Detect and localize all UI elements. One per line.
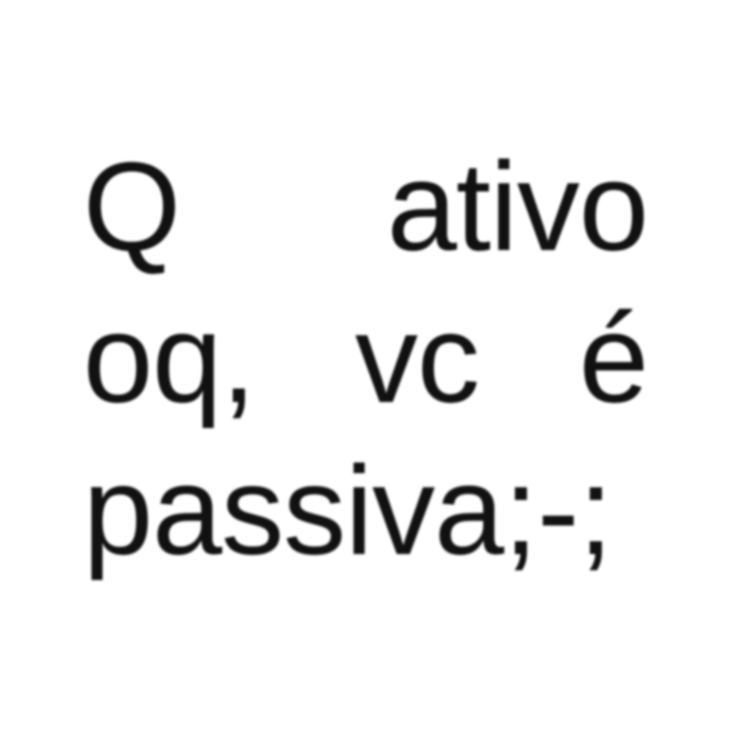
text-line-3 (83, 435, 648, 587)
text-line-1 (83, 131, 648, 283)
word-vc: vc (355, 288, 480, 429)
meme-text (83, 131, 648, 587)
word-q: Q (83, 136, 181, 277)
word-passiva: passiva;-; (83, 440, 613, 581)
word-e: é (578, 288, 648, 429)
word-ativo: ativo (386, 136, 648, 277)
text-line-2 (83, 283, 648, 435)
word-oq: oq, (83, 288, 256, 429)
